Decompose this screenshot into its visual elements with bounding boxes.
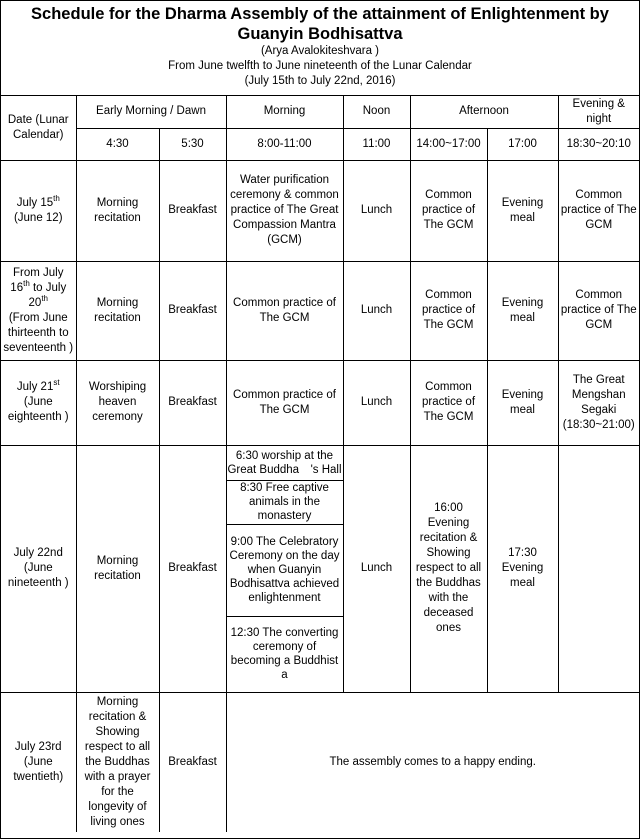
noon-cell: Lunch bbox=[343, 360, 410, 445]
morning-cell bbox=[226, 445, 343, 692]
date-cell: July 15th (June 12) bbox=[1, 160, 76, 261]
noon-cell: Lunch bbox=[343, 160, 410, 261]
afternoon-cell: 16:00 Evening recitation & Showing respect to all the Buddhas with the deceased ones bbox=[410, 445, 487, 692]
subtitle-lunar-range: From June twelfth to June nineteenth of the Lunar Calendar bbox=[168, 60, 472, 72]
header-afternoon: Afternoon bbox=[410, 96, 558, 128]
table-row bbox=[1, 160, 639, 261]
morning-cell: Common practice of The GCM bbox=[226, 360, 343, 445]
evening-meal-cell: 17:30 Evening meal bbox=[487, 445, 558, 692]
date-cell: July 21st (June eighteenth ) bbox=[1, 360, 76, 445]
breakfast-cell: Breakfast bbox=[159, 360, 226, 445]
header-date: Date (Lunar Calendar) bbox=[1, 96, 76, 160]
early-morning-cell: Morning recitation bbox=[76, 261, 159, 360]
closing-cell: The assembly comes to a happy ending. bbox=[226, 692, 639, 832]
header-noon: Noon bbox=[343, 96, 410, 128]
header-morning: Morning bbox=[226, 96, 343, 128]
subtitle-date-range: (July 15th to July 22nd, 2016) bbox=[244, 75, 396, 87]
evening-meal-cell: Evening meal bbox=[487, 261, 558, 360]
table-row bbox=[1, 692, 639, 832]
evening-meal-cell: Evening meal bbox=[487, 160, 558, 261]
date-cell: July 22nd (June nineteenth ) bbox=[1, 445, 76, 692]
breakfast-cell: Breakfast bbox=[159, 160, 226, 261]
breakfast-cell: Breakfast bbox=[159, 692, 226, 832]
morning-cell: Common practice of The GCM bbox=[226, 261, 343, 360]
time-5-30: 5:30 bbox=[159, 128, 226, 160]
schedule-header bbox=[1, 1, 639, 96]
evening-cell: The Great Mengshan Segaki (18:30~21:00) bbox=[558, 360, 639, 445]
time-8-11: 8:00-11:00 bbox=[226, 128, 343, 160]
noon-cell: Lunch bbox=[343, 445, 410, 692]
table-row bbox=[1, 360, 639, 445]
date-cell: July 23rd (June twentieth) bbox=[1, 692, 76, 832]
afternoon-cell: Common practice of The GCM bbox=[410, 261, 487, 360]
early-morning-cell: Worshiping heaven ceremony bbox=[76, 360, 159, 445]
evening-cell: Common practice of The GCM bbox=[558, 261, 639, 360]
time-17-00: 17:00 bbox=[487, 128, 558, 160]
time-11-00: 11:00 bbox=[343, 128, 410, 160]
date-cell: From July 16th to July 20th (From June thirteenth to seventeenth ) bbox=[1, 261, 76, 360]
header-evening: Evening & night bbox=[558, 96, 639, 128]
table-row bbox=[1, 261, 639, 360]
morning-item: 9:00 The Celebratory Ceremony on the day when Guanyin Bodhisattva achieved enlightenment bbox=[227, 525, 343, 617]
evening-meal-cell: Evening meal bbox=[487, 360, 558, 445]
time-4-30: 4:30 bbox=[76, 128, 159, 160]
morning-item: 12:30 The converting ceremony of becoming a Buddhist a bbox=[230, 627, 339, 681]
early-morning-cell: Morning recitation bbox=[76, 160, 159, 261]
subtitle-arya: (Arya Avalokiteshvara ) bbox=[260, 45, 380, 57]
breakfast-cell: Breakfast bbox=[159, 445, 226, 692]
afternoon-cell: Common practice of The GCM bbox=[410, 360, 487, 445]
evening-cell bbox=[558, 445, 639, 692]
early-morning-cell: Morning recitation & Showing respect to all the Buddhas with a prayer for the longevity of living ones bbox=[76, 692, 159, 832]
time-14-17: 14:00~17:00 bbox=[410, 128, 487, 160]
schedule-title: Schedule for the Dharma Assembly of the attainment of Enlightenment by Guanyin Bodhisattva bbox=[31, 5, 609, 43]
evening-cell: Common practice of The GCM bbox=[558, 160, 639, 261]
noon-cell: Lunch bbox=[343, 261, 410, 360]
morning-item: 6:30 worship at the Great Buddha 's Hall bbox=[227, 446, 343, 481]
schedule-table bbox=[1, 96, 639, 832]
afternoon-cell: Common practice of The GCM bbox=[410, 160, 487, 261]
breakfast-cell: Breakfast bbox=[159, 261, 226, 360]
morning-item: 8:30 Free captive animals in the monastery bbox=[227, 481, 343, 525]
time-18-30: 18:30~20:10 bbox=[558, 128, 639, 160]
morning-cell: Water purification ceremony & common practice of The Great Compassion Mantra (GCM) bbox=[226, 160, 343, 261]
table-row bbox=[1, 445, 639, 692]
early-morning-cell: Morning recitation bbox=[76, 445, 159, 692]
header-early-morning: Early Morning / Dawn bbox=[76, 96, 226, 128]
